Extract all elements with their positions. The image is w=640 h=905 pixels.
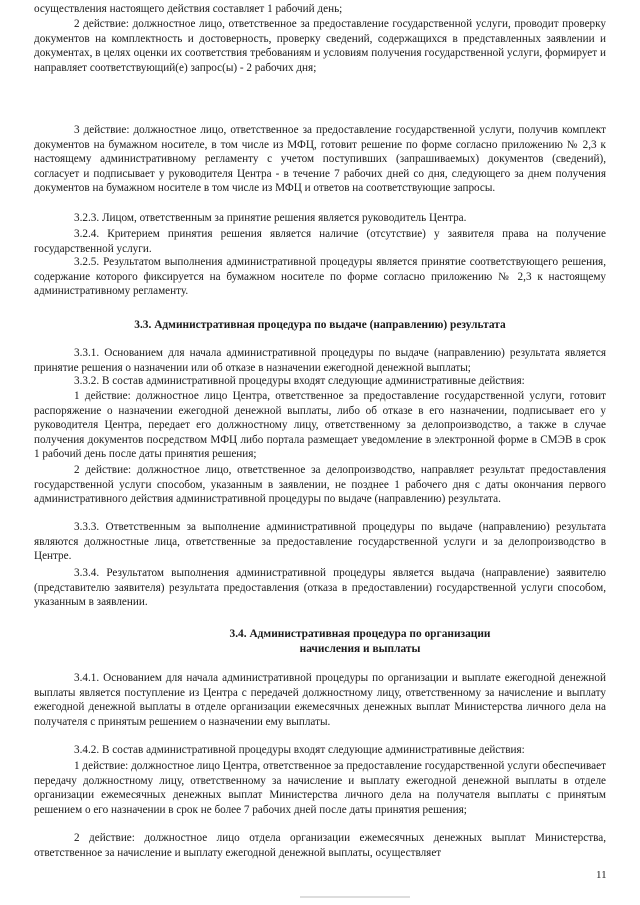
paragraph-3-4-2-action-2: 2 действие: должностное лицо отдела организации ежемесячных денежных выплат Министерства, ответственное за начисление и выплату ежегодной денежной выплаты, осуществляет [34,832,606,859]
section-heading-3-4-line2: начисления и выплаты [299,643,421,655]
paragraph-action-3: 3 действие: должностное лицо, ответственное за предоставление государственной услуги, получив комплект документов на бумажном носителе, в том числе из МФЦ, готовит решение по форме согласно приложению № 2,3 к настоящему административному регламенту с учетом поступивших (запрашиваемых) документов (сведений), согласует и подписывает у руководителя Центра - в течение 7 рабочих дней со дня, следующего за днем получения документов на бумажном носителе в том числе из МФЦ и ответов на соответствующие запросы. [34,124,606,195]
paragraph-3-4-1: 3.4.1. Основанием для начала административной процедуры по организации и выплате ежегодной денежной выплаты является поступление из Центра с передачей должностному лицу, ответственному за начисление и выплату ежегодной денежной выплаты в отделе организации ежемесячных денежных выплат Министерства личного дела на получателя с принятым решением о назначении ему выплаты. [34,672,606,728]
section-heading-3-3: 3.3. Административная процедура по выдаче (направлению) результата [134,319,506,331]
paragraph-3-3-1: 3.3.1. Основанием для начала административной процедуры по выдаче (направлению) результата является принятие решения о назначении или об отказе в назначении ежегодной денежной выплаты; [34,347,606,374]
paragraph-3-4-2: 3.4.2. В состав административной процедуры входят следующие административные действия: [74,744,525,756]
paragraph-3-3-2-action-1: 1 действие: должностное лицо Центра, ответственное за предоставление государственной услуги, готовит распоряжение о назначении ежегодной денежной выплаты, либо об отказе в его назначении, подписывает его у руководителя Центра, передает его должностному лицу, ответственному за делопроизводство, а также в случае получения документов посредством МФЦ либо портала размещает уведомление в электронной форме в СМЭВ в срок 1 рабочий день после даты принятия решения; [34,390,606,461]
paragraph-3-3-2-action-2: 2 действие: должностное лицо, ответственное за делопроизводство, направляет результат предоставления государственной услуги способом, указанным в заявлении, не позднее 1 рабочего дня с даты окончания первого административного действия административной процедуры по выдаче (направлению) результата. [34,464,606,506]
page-number: 11 [596,869,607,881]
paragraph-3-4-2-action-1: 1 действие: должностное лицо Центра, ответственное за предоставление государственной услуги обеспечивает передачу должностному лицу, ответственному за начисление и выплату ежегодной денежной выплаты в отделе организации ежемесячных денежных выплат Министерства личного дела на получателя выплаты с принятым решением о его назначении в срок не более 7 рабочих дней после даты принятия решения; [34,760,606,816]
section-heading-3-4-line1: 3.4. Административная процедура по организации [229,628,491,640]
scan-artifact [300,896,410,898]
paragraph-3-2-4: 3.2.4. Критерием принятия решения является наличие (отсутствие) у заявителя права на получение государственной услуги. [34,228,606,255]
paragraph-3-2-5: 3.2.5. Результатом выполнения административной процедуры является принятие соответствующего решения, содержание которого фиксируется на бумажном носителе по форме согласно приложению № 2,3 к настоящему административному регламенту. [34,256,606,298]
paragraph-3-3-4: 3.3.4. Результатом выполнения административной процедуры является выдача (направление) заявителю (представителю заявителя) результата предоставления (отказа в предоставлении) государственной услуги способом, указанным в заявлении. [34,567,606,609]
paragraph-top: осуществления настоящего действия составляет 1 рабочий день; [34,3,343,15]
paragraph-action-2: 2 действие: должностное лицо, ответственное за предоставление государственной услуги, проводит проверку документов на комплектность и достоверность, проверку сведений, содержащихся в представленных заявлении и документах, в целях оценки их соответствия требованиям и условиям получения государственной услуги, формирует и направляет соответствующий(е) запрос(ы) - 2 рабочих дня; [34,18,606,74]
paragraph-3-3-2: 3.3.2. В состав административной процедуры входят следующие административные действия: [74,375,525,387]
paragraph-3-3-3: 3.3.3. Ответственным за выполнение административной процедуры по выдаче (направлению) результата являются должностные лица, ответственные за предоставление государственной услуги и за делопроизводство в Центре. [34,521,606,563]
paragraph-3-2-3: 3.2.3. Лицом, ответственным за принятие решения является руководитель Центра. [74,212,467,224]
